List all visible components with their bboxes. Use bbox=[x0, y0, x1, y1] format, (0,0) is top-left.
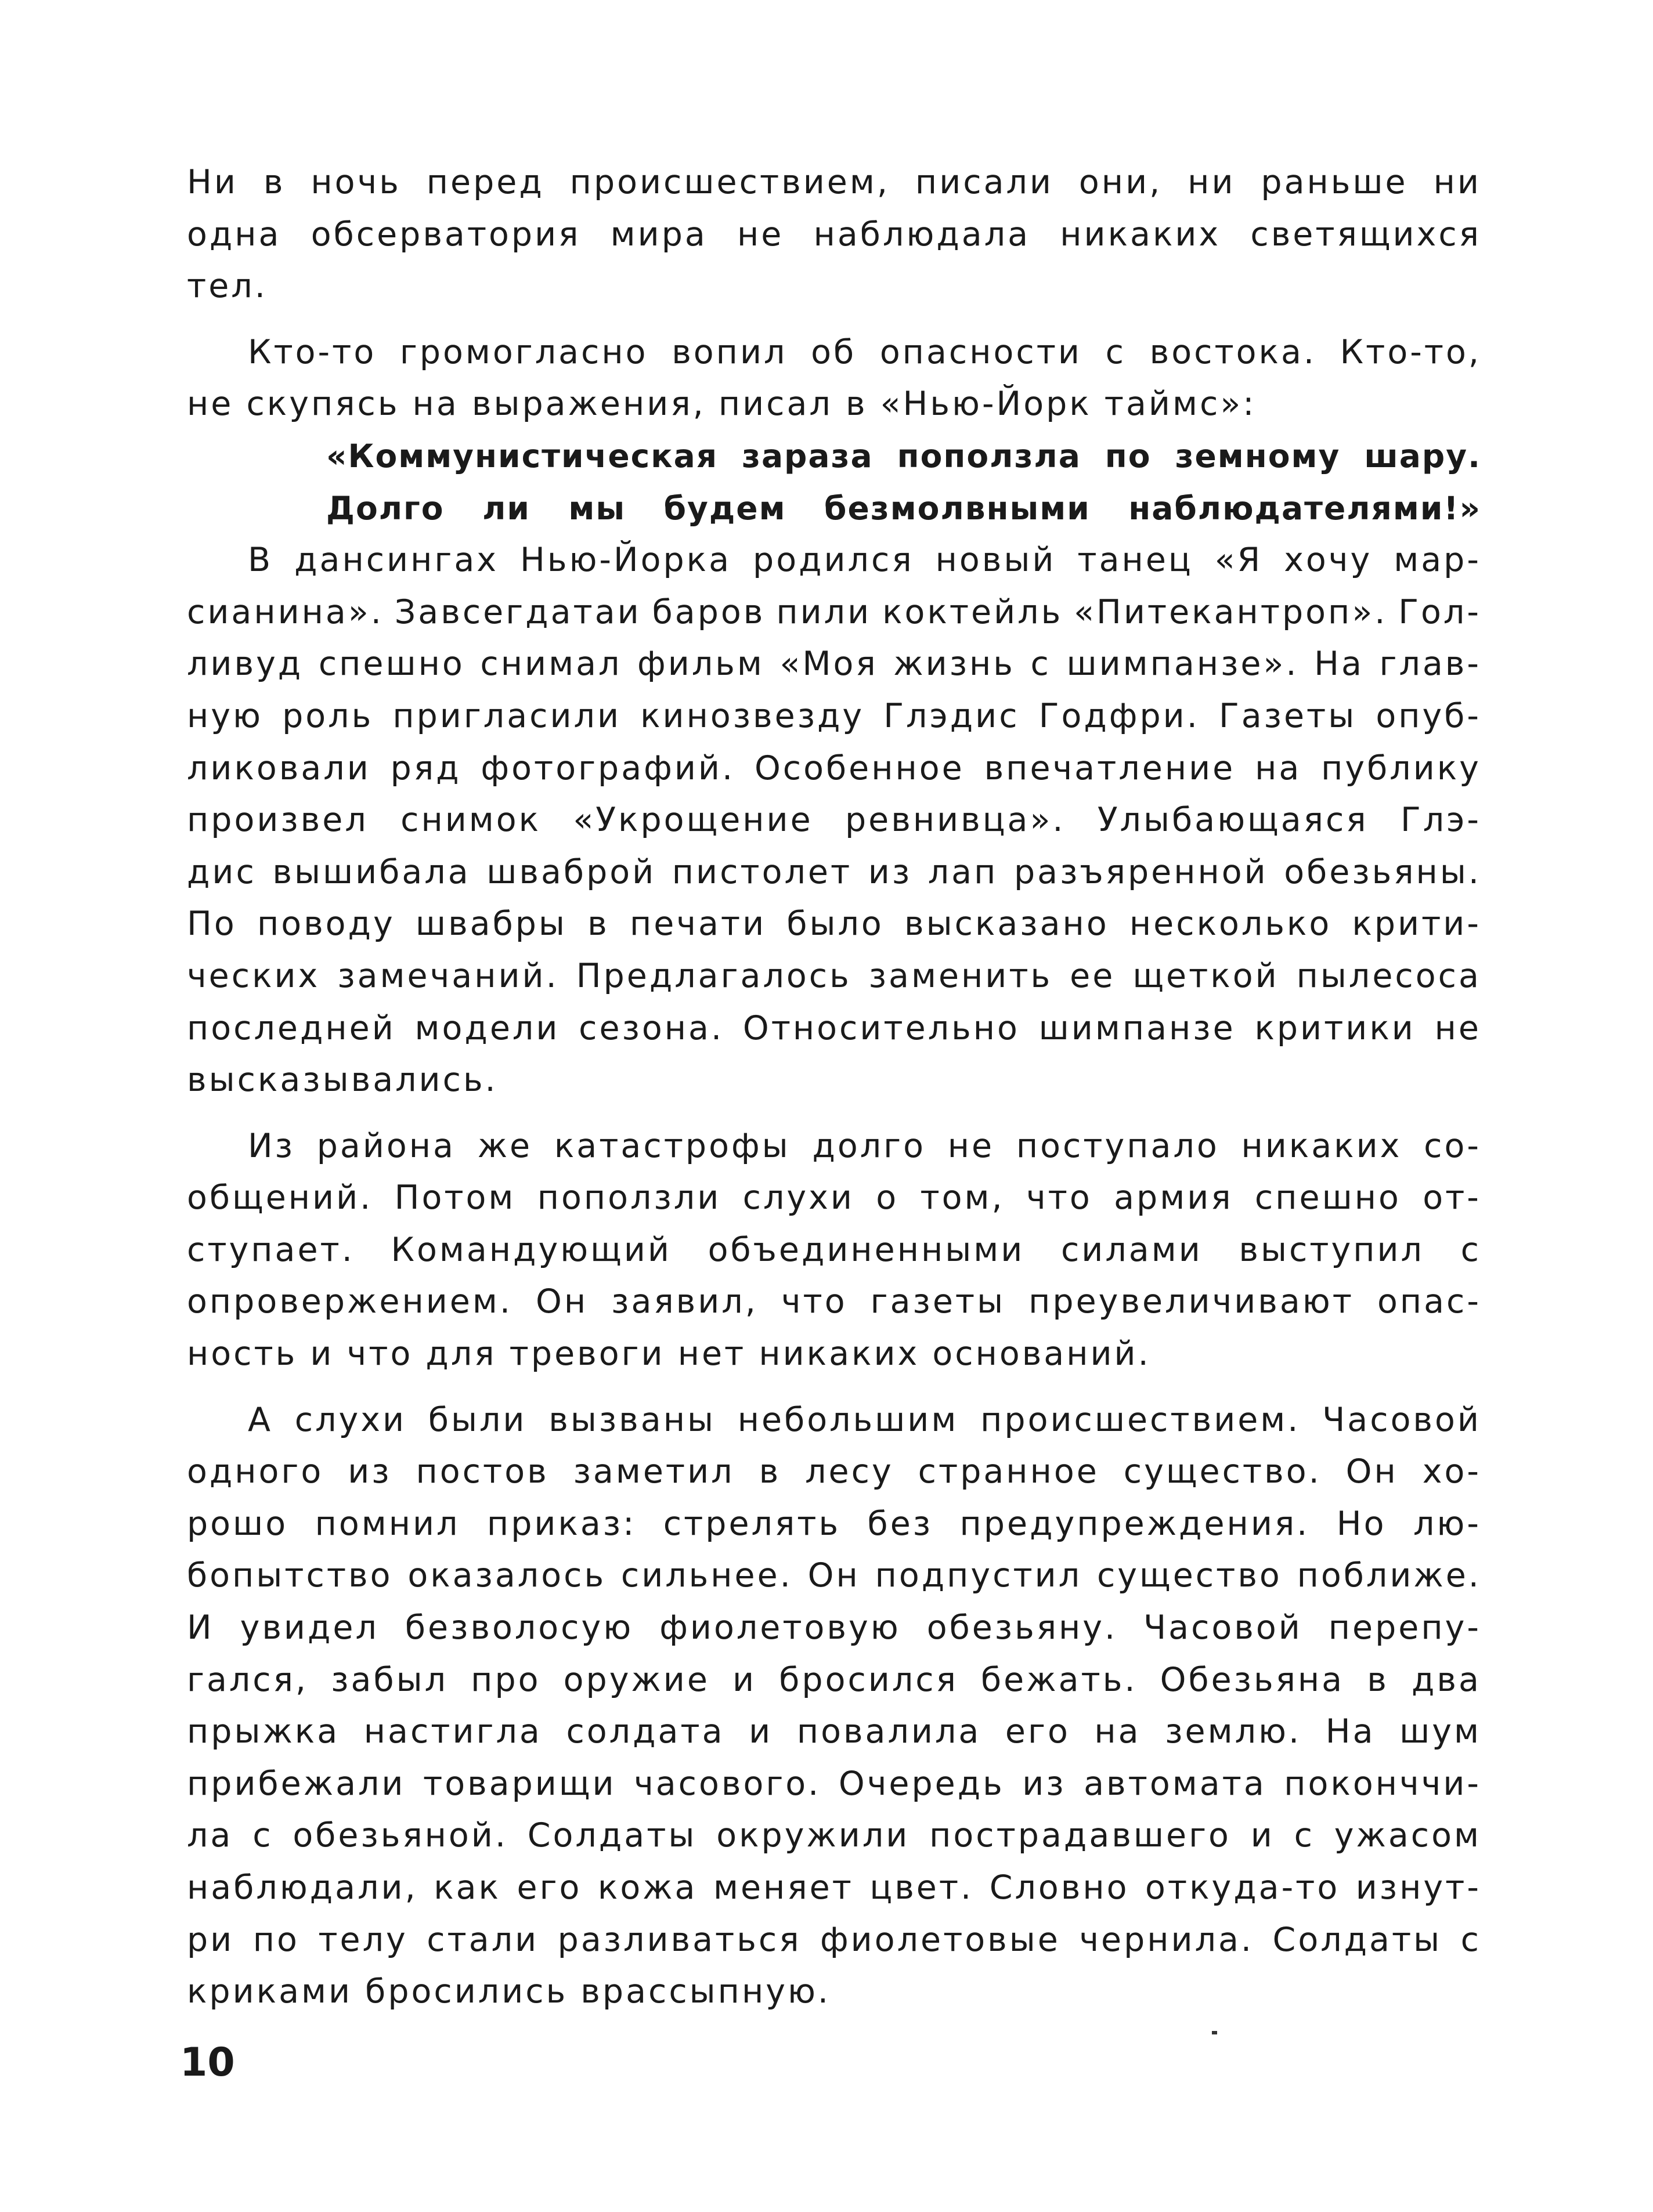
word: Газеты bbox=[1218, 696, 1357, 735]
word: высказано bbox=[904, 905, 1109, 944]
word: по bbox=[252, 1920, 299, 1959]
word: они, bbox=[1078, 163, 1163, 201]
word: два bbox=[1411, 1660, 1481, 1699]
word: жизнь bbox=[893, 645, 1015, 684]
word: громогласно bbox=[399, 332, 648, 371]
word: последней bbox=[187, 1009, 396, 1047]
word: перед bbox=[426, 163, 544, 201]
page-text bbox=[187, 157, 1481, 2018]
word: наблюдали, bbox=[187, 1868, 418, 1907]
word: По bbox=[187, 905, 237, 944]
word: откуда-то bbox=[1145, 1868, 1340, 1907]
word: рошо bbox=[187, 1504, 288, 1543]
word: ночь bbox=[311, 163, 401, 201]
word: из bbox=[868, 852, 912, 891]
text-line bbox=[187, 157, 1481, 209]
word: в bbox=[759, 1452, 781, 1491]
word: обезьяной. bbox=[293, 1816, 508, 1855]
word: щеткой bbox=[1132, 956, 1279, 995]
word: хо- bbox=[1422, 1452, 1481, 1491]
word: ряд bbox=[390, 749, 461, 787]
word: силами bbox=[1060, 1230, 1203, 1269]
word: с bbox=[1460, 1230, 1481, 1269]
word: том, bbox=[920, 1179, 1005, 1217]
word: были bbox=[428, 1400, 527, 1439]
word: одна bbox=[187, 215, 281, 254]
word: Солдаты bbox=[527, 1816, 697, 1855]
word: перепу- bbox=[1328, 1609, 1481, 1647]
word: лю- bbox=[1413, 1504, 1481, 1543]
text-line bbox=[187, 1914, 1481, 1967]
word: кожа bbox=[597, 1868, 698, 1907]
text-line bbox=[187, 327, 1481, 379]
word: землю. bbox=[1165, 1712, 1302, 1751]
text-line bbox=[187, 1276, 1481, 1328]
word: ни bbox=[1188, 163, 1236, 201]
text-line bbox=[187, 1862, 1481, 1914]
word: настигла bbox=[363, 1712, 542, 1751]
word: пострадавшего bbox=[929, 1816, 1231, 1855]
word: ее bbox=[1070, 956, 1116, 995]
text-line bbox=[187, 1394, 1481, 1447]
word: Особенное bbox=[754, 749, 965, 787]
word: товарищи bbox=[423, 1764, 616, 1803]
word: Обезьяна bbox=[1160, 1660, 1345, 1699]
word: Часовой bbox=[1143, 1609, 1302, 1647]
word: снимок bbox=[400, 801, 542, 840]
word: изнут- bbox=[1355, 1868, 1481, 1907]
word: ступает. bbox=[187, 1230, 355, 1269]
word: без bbox=[867, 1504, 933, 1543]
text-line: высказывались. bbox=[187, 1061, 498, 1100]
word: оружие bbox=[563, 1660, 710, 1699]
word: поближе. bbox=[1297, 1556, 1481, 1595]
text-line bbox=[187, 1550, 1481, 1602]
text-line bbox=[187, 950, 1481, 1003]
word: Он bbox=[807, 1556, 860, 1595]
word: мар- bbox=[1394, 541, 1481, 580]
text-line bbox=[187, 209, 1481, 261]
word: о bbox=[876, 1179, 899, 1217]
word: Солдаты bbox=[1272, 1920, 1442, 1959]
text-line bbox=[187, 1654, 1481, 1707]
text-line bbox=[187, 1810, 1481, 1862]
word: забыл bbox=[331, 1660, 449, 1699]
word: слухи bbox=[742, 1179, 854, 1217]
word: хочу bbox=[1284, 541, 1373, 580]
word: критики bbox=[1254, 1009, 1416, 1047]
word: в bbox=[263, 163, 286, 201]
word: из bbox=[348, 1452, 392, 1491]
word: обезьяну. bbox=[926, 1609, 1118, 1647]
word: сезона. bbox=[579, 1009, 724, 1047]
word: пригласили bbox=[392, 696, 621, 735]
word: Глэдис bbox=[883, 696, 1020, 735]
word: поводу bbox=[257, 905, 395, 944]
word: Он bbox=[1345, 1452, 1398, 1491]
text-line bbox=[187, 1446, 1481, 1498]
word: Из bbox=[248, 1126, 295, 1165]
word: земному bbox=[1175, 437, 1341, 475]
word: стрелять bbox=[663, 1504, 841, 1543]
word: баров bbox=[652, 592, 766, 631]
word: солдата bbox=[566, 1712, 725, 1751]
word: родился bbox=[753, 541, 914, 580]
word: обезьяны. bbox=[1284, 852, 1481, 891]
paragraph-gap bbox=[187, 313, 1481, 327]
word: ревнивца». bbox=[845, 801, 1066, 840]
word: Нью-Йорка bbox=[519, 541, 732, 580]
word: «Моя bbox=[779, 645, 878, 684]
word: фильм bbox=[637, 645, 764, 684]
word: опровержением. bbox=[187, 1282, 512, 1321]
word: постов bbox=[416, 1452, 549, 1491]
word: спешно bbox=[318, 645, 465, 684]
word: никаких bbox=[1241, 1126, 1402, 1165]
word: заменить bbox=[868, 956, 1053, 995]
word: его bbox=[1005, 1712, 1070, 1751]
text-line bbox=[187, 847, 1481, 899]
word: бопытство bbox=[187, 1556, 393, 1595]
word: вопил bbox=[672, 332, 788, 371]
word: глав- bbox=[1379, 645, 1481, 684]
word: с bbox=[1294, 1816, 1315, 1855]
word: меняет bbox=[713, 1868, 854, 1907]
word: поползла bbox=[897, 437, 1081, 475]
word: автомата bbox=[1084, 1764, 1266, 1803]
word: В bbox=[248, 541, 273, 580]
word: швабры bbox=[415, 905, 567, 944]
word: ли bbox=[482, 489, 530, 527]
word: лап bbox=[927, 852, 998, 891]
word: фотографий. bbox=[481, 749, 735, 787]
word: общений. bbox=[187, 1179, 373, 1217]
word: не bbox=[947, 1126, 995, 1165]
word: армия bbox=[1114, 1179, 1233, 1217]
word: увидел bbox=[240, 1609, 379, 1647]
word: в bbox=[1367, 1660, 1389, 1699]
word: Потом bbox=[394, 1179, 516, 1217]
text-line bbox=[187, 1498, 1481, 1550]
word: же bbox=[477, 1126, 533, 1165]
word: что bbox=[781, 1282, 847, 1321]
word: ликовали bbox=[187, 749, 371, 787]
word: шимпанзе». bbox=[1066, 645, 1299, 684]
text-line bbox=[187, 898, 1481, 950]
word: выступил bbox=[1239, 1230, 1424, 1269]
word: окружили bbox=[716, 1816, 910, 1855]
word: бросился bbox=[779, 1660, 958, 1699]
word: не bbox=[737, 215, 784, 254]
word: замечаний. bbox=[337, 956, 559, 995]
word: что bbox=[1026, 1179, 1092, 1217]
word: прыжка bbox=[187, 1712, 340, 1751]
word: происшествием. bbox=[980, 1400, 1301, 1439]
word: газеты bbox=[870, 1282, 1006, 1321]
word: чернила. bbox=[1079, 1920, 1254, 1959]
word: «Коммунистическая bbox=[326, 437, 719, 475]
word: и bbox=[732, 1660, 757, 1699]
word: сианина». bbox=[187, 592, 384, 631]
paragraph bbox=[187, 327, 1481, 431]
word: Годфри. bbox=[1038, 696, 1200, 735]
word: Очередь bbox=[838, 1764, 1005, 1803]
word: заявил, bbox=[611, 1282, 758, 1321]
word: его bbox=[517, 1868, 582, 1907]
word: Относительно bbox=[742, 1009, 1020, 1047]
text-line bbox=[187, 483, 1481, 535]
word: небольшим bbox=[737, 1400, 959, 1439]
word: разливаться bbox=[557, 1920, 802, 1959]
word: раньше bbox=[1261, 163, 1408, 201]
word: дансингах bbox=[294, 541, 499, 580]
word: кинозвезду bbox=[640, 696, 865, 735]
paragraph bbox=[187, 1394, 1481, 2018]
word: заметил bbox=[573, 1452, 735, 1491]
word: разъяренной bbox=[1013, 852, 1268, 891]
word: про bbox=[471, 1660, 541, 1699]
word: вышибала bbox=[272, 852, 471, 891]
word: коктейль bbox=[882, 592, 1063, 631]
word: оказалось bbox=[407, 1556, 607, 1595]
word: и bbox=[1250, 1816, 1275, 1855]
word: наблюдала bbox=[813, 215, 1031, 254]
text-line bbox=[187, 794, 1481, 847]
word: предупреждения. bbox=[959, 1504, 1310, 1543]
print-speck bbox=[1212, 2031, 1217, 2034]
word: Словно bbox=[989, 1868, 1129, 1907]
text-line bbox=[187, 534, 1481, 587]
word: пылесоса bbox=[1296, 956, 1481, 995]
word: долго bbox=[812, 1126, 926, 1165]
text-line bbox=[187, 638, 1481, 691]
word: района bbox=[316, 1126, 456, 1165]
word: поконччи- bbox=[1284, 1764, 1481, 1803]
text-line bbox=[187, 1706, 1481, 1758]
word: снимал bbox=[480, 645, 622, 684]
word: шару. bbox=[1364, 437, 1481, 475]
word: поползли bbox=[537, 1179, 721, 1217]
word: шум bbox=[1399, 1712, 1481, 1751]
word: со- bbox=[1424, 1126, 1481, 1165]
word: Глэ- bbox=[1400, 801, 1481, 840]
word: безмолвными bbox=[824, 489, 1091, 527]
text-line bbox=[187, 1172, 1481, 1224]
word: в bbox=[587, 905, 609, 944]
word: А bbox=[248, 1400, 273, 1439]
word: Кто-то bbox=[248, 332, 377, 371]
word: модели bbox=[414, 1009, 560, 1047]
word: ужасом bbox=[1334, 1816, 1481, 1855]
text-line bbox=[187, 1602, 1481, 1654]
word: Кто-то, bbox=[1340, 332, 1481, 371]
text-line bbox=[187, 1003, 1481, 1055]
word: поступало bbox=[1016, 1126, 1219, 1165]
word: мира bbox=[610, 215, 708, 254]
word: безволосую bbox=[405, 1609, 634, 1647]
word: Но bbox=[1336, 1504, 1387, 1543]
word: востока. bbox=[1149, 332, 1316, 371]
word: ную bbox=[187, 696, 263, 735]
word: Он bbox=[535, 1282, 589, 1321]
word: опасности bbox=[879, 332, 1082, 371]
word: шимпанзе bbox=[1038, 1009, 1236, 1047]
word: с bbox=[252, 1816, 273, 1855]
word: спешно bbox=[1254, 1179, 1401, 1217]
word: не bbox=[1434, 1009, 1481, 1047]
page-number: 10 bbox=[180, 2040, 235, 2086]
word: телу bbox=[318, 1920, 408, 1959]
word: танец bbox=[1077, 541, 1193, 580]
word: фиолетовую bbox=[659, 1609, 901, 1647]
word: существо. bbox=[1123, 1452, 1322, 1491]
text-line bbox=[187, 1758, 1481, 1810]
paragraph bbox=[187, 534, 1481, 1107]
word: Завсегдатаи bbox=[394, 592, 641, 631]
text-line bbox=[187, 1121, 1481, 1173]
word: шваброй bbox=[486, 852, 656, 891]
word: об bbox=[811, 332, 857, 371]
word: светящихся bbox=[1250, 215, 1481, 254]
word: дис bbox=[187, 852, 257, 891]
paragraph bbox=[187, 157, 1481, 313]
word: вызваны bbox=[548, 1400, 716, 1439]
word: происшествием, bbox=[569, 163, 890, 201]
word: Часовой bbox=[1322, 1400, 1481, 1439]
word: фиолетовые bbox=[820, 1920, 1060, 1959]
text-line: криками бросились врассыпную. bbox=[187, 1972, 831, 2011]
word: печати bbox=[629, 905, 767, 944]
word: существо bbox=[1096, 1556, 1282, 1595]
word: Гол- bbox=[1398, 592, 1481, 631]
word: роль bbox=[282, 696, 374, 735]
word: ческих bbox=[187, 956, 320, 995]
word: от- bbox=[1423, 1179, 1481, 1217]
word: на bbox=[1255, 749, 1302, 787]
word: бежать. bbox=[981, 1660, 1138, 1699]
word: новый bbox=[935, 541, 1056, 580]
text-line: ность и что для тревоги нет никаких оснований. bbox=[187, 1335, 1151, 1374]
word: преувеличивают bbox=[1028, 1282, 1354, 1321]
word: писали bbox=[915, 163, 1053, 201]
word: На bbox=[1325, 1712, 1376, 1751]
word: одного bbox=[187, 1452, 324, 1491]
word: как bbox=[434, 1868, 501, 1907]
word: опас- bbox=[1377, 1282, 1481, 1321]
word: на bbox=[1094, 1712, 1141, 1751]
word: ри bbox=[187, 1920, 234, 1959]
word: приказ: bbox=[486, 1504, 637, 1543]
word: ни bbox=[1433, 163, 1481, 201]
word: На bbox=[1314, 645, 1364, 684]
word: гался, bbox=[187, 1660, 309, 1699]
word: никаких bbox=[1060, 215, 1221, 254]
word: по bbox=[1105, 437, 1152, 475]
word: мы bbox=[568, 489, 626, 527]
word: часового. bbox=[634, 1764, 821, 1803]
word: и bbox=[749, 1712, 773, 1751]
word: несколько bbox=[1129, 905, 1332, 944]
word: странное bbox=[918, 1452, 1099, 1491]
word: лесу bbox=[805, 1452, 894, 1491]
word: объединенными bbox=[708, 1230, 1025, 1269]
word: повалила bbox=[796, 1712, 981, 1751]
word: зараза bbox=[741, 437, 874, 475]
word: публику bbox=[1321, 749, 1481, 787]
word: слухи bbox=[294, 1400, 407, 1439]
word: крити- bbox=[1352, 905, 1481, 944]
word: обсерватория bbox=[311, 215, 581, 254]
word: «Я bbox=[1214, 541, 1263, 580]
word: было bbox=[786, 905, 884, 944]
text-line bbox=[187, 587, 1481, 639]
word: Долго bbox=[326, 489, 445, 527]
word: подпустил bbox=[875, 1556, 1082, 1595]
text-line bbox=[187, 743, 1481, 795]
word: катастрофы bbox=[554, 1126, 791, 1165]
word: ливуд bbox=[187, 645, 304, 684]
word: с bbox=[1105, 332, 1126, 371]
word: Улыбающаяся bbox=[1097, 801, 1369, 840]
paragraph-gap bbox=[187, 1380, 1481, 1394]
word: Командующий bbox=[391, 1230, 672, 1269]
word: опуб- bbox=[1376, 696, 1481, 735]
word: ла bbox=[187, 1816, 233, 1855]
word: будем bbox=[663, 489, 786, 527]
word: сильнее. bbox=[620, 1556, 793, 1595]
paragraph bbox=[187, 1121, 1481, 1380]
word: пистолет bbox=[672, 852, 853, 891]
word: наблюдателями!» bbox=[1128, 489, 1481, 527]
text-line bbox=[187, 1224, 1481, 1277]
word: Ни bbox=[187, 163, 238, 201]
paragraph-gap bbox=[187, 1107, 1481, 1121]
text-line: не скупясь на выражения, писал в «Нью-Йорк таймс»: bbox=[187, 385, 1257, 424]
word: с bbox=[1030, 645, 1051, 684]
word: впечатление bbox=[984, 749, 1236, 787]
word: «Питекантроп». bbox=[1074, 592, 1388, 631]
word: цвет. bbox=[869, 1868, 974, 1907]
word: Предлагалось bbox=[576, 956, 851, 995]
word: с bbox=[1460, 1920, 1481, 1959]
word: И bbox=[187, 1609, 214, 1647]
word: пили bbox=[776, 592, 872, 631]
text-line bbox=[187, 431, 1481, 483]
quote-paragraph bbox=[187, 431, 1481, 534]
word: помнил bbox=[315, 1504, 460, 1543]
text-line: тел. bbox=[187, 267, 268, 306]
text-line bbox=[187, 691, 1481, 743]
word: произвел bbox=[187, 801, 369, 840]
word: стали bbox=[427, 1920, 539, 1959]
word: из bbox=[1022, 1764, 1066, 1803]
word: «Укрощение bbox=[573, 801, 813, 840]
word: прибежали bbox=[187, 1764, 406, 1803]
